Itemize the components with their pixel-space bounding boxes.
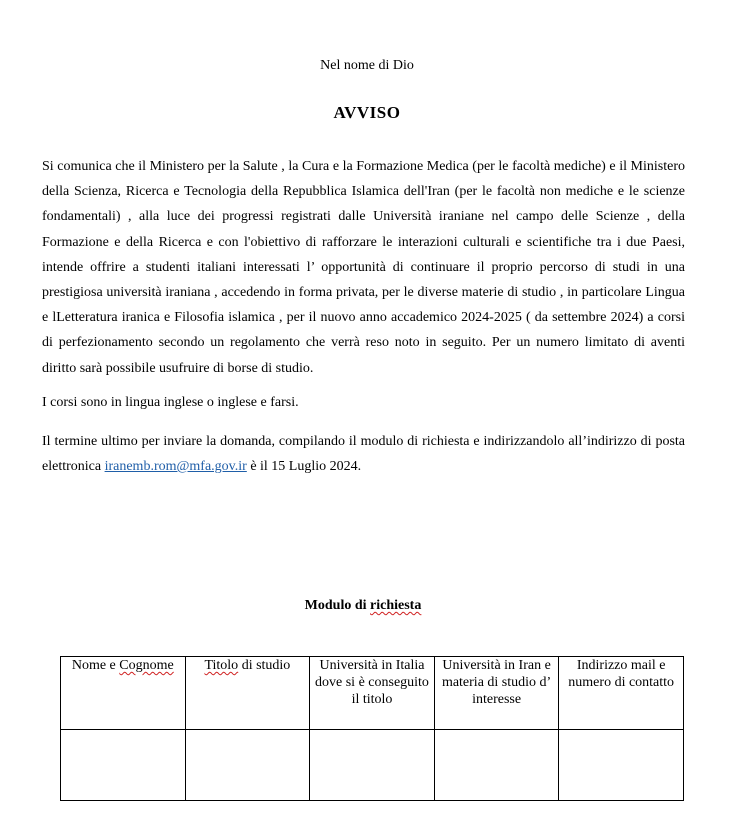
input-cell-name[interactable] (61, 730, 186, 801)
input-cell-contact[interactable] (559, 730, 684, 801)
input-cell-italian-university[interactable] (310, 730, 435, 801)
table-header-row (61, 657, 684, 730)
header-degree-part-a: Titolo (204, 658, 239, 673)
input-cell-degree[interactable] (185, 730, 310, 801)
header-name (61, 657, 186, 730)
table-row (61, 730, 684, 801)
email-link[interactable]: iranemb.rom@mfa.gov.ir (104, 459, 247, 474)
header-degree (185, 657, 310, 730)
notice-paragraph-main: Si comunica che il Ministero per la Salute , la Cura e la Formazione Medica (per le facoltà mediche) e il Ministero della Scienza, Ricerca e Tecnologia della Repubblica Islamica dell'Iran (per le facoltà non mediche e le scienze fondamentali) , alla luce dei progressi registrati dalle Università iraniane nel campo delle Scienze , della Formazione e della Ricerca e con l'obiettivo di rafforzare le interazioni culturali e scientifiche tra i due Paesi, intende offrire a studenti italiani interessati l’ opportunità di continuare il proprio percorso di studi in una prestigiosa università iraniana , accedendo in forma privata, per le diverse materie di studio , in particolare Lingua e lLetteratura iranica e Filosofia islamica , per il nuovo anno accademico 2024-2025 ( da settembre 2024) a corsi di perfezionamento secondo un regolamento che verrà reso noto in seguito. Per un numero limitato di aventi diritto sarà possibile usufruire di borse di studio. (42, 159, 685, 376)
header-name-part-a: Nome e (71, 658, 120, 673)
form-title-word: richiesta (370, 598, 422, 613)
input-cell-iranian-university[interactable] (434, 730, 559, 801)
header-iranian-university: Università in Iran e materia di studio d’ interesse (434, 657, 559, 730)
notice-paragraph-language: I corsi sono in lingua inglese o inglese e farsi. (42, 395, 299, 410)
notice-title: AVVISO (333, 103, 401, 122)
header-degree-part-b: di studio (238, 658, 291, 673)
deadline-text-after: è il 15 Luglio 2024. (246, 459, 362, 474)
deadline-text-before: Il termine ultimo per inviare la domanda, compilando il modulo di richiesta e indirizzandolo all’indirizzo di posta elettronica (42, 434, 685, 474)
form-title (0, 598, 726, 614)
form-title-prefix: Modulo di (304, 598, 371, 613)
document-heading: Nel nome di Dio (320, 58, 414, 73)
header-italian-university: Università in Italia dove si è conseguito il titolo (310, 657, 435, 730)
header-contact: Indirizzo mail e numero di contatto (559, 657, 684, 730)
header-name-part-b: Cognome (119, 658, 174, 673)
request-form-table (60, 656, 684, 801)
notice-paragraph-deadline (42, 429, 685, 479)
